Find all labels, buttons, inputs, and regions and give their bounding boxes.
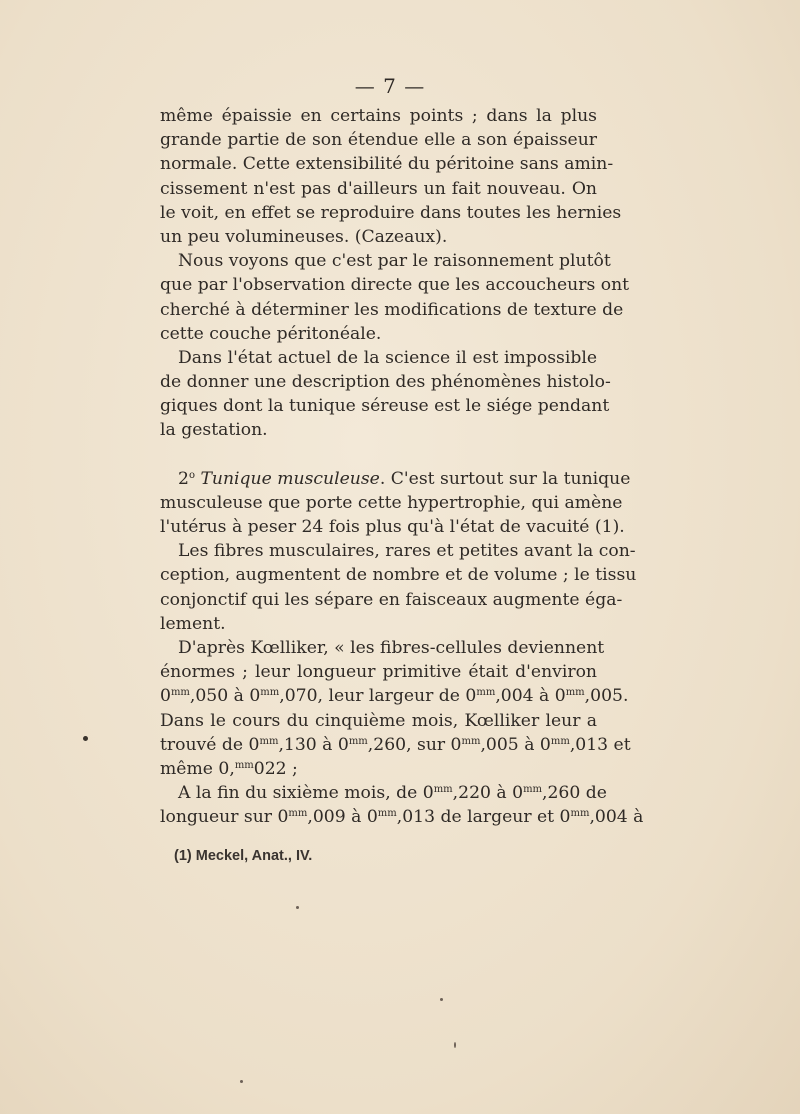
text-line: musculeuse que porte cette hypertrophie, qui amène <box>160 492 623 513</box>
text-line: l'utérus à peser 24 fois plus qu'à l'état de vacuité (1). <box>160 517 625 537</box>
paper-speck <box>440 998 443 1001</box>
text-line: grande partie de son étendue elle a son épaisseur <box>160 130 597 151</box>
text-line: cissement n'est pas d'ailleurs un fait nouveau. On <box>160 178 597 199</box>
paper-speck <box>296 906 299 909</box>
text-line: même 0,$^{mm}$022 ; <box>160 758 298 779</box>
text-line: Les fibres musculaires, rares et petites avant la con- <box>178 541 636 562</box>
text-line: D'après Kœlliker, « les fibres-cellules deviennent <box>178 637 605 658</box>
text-line: un peu volumineuses. (Cazeaux). <box>160 226 448 247</box>
text-line: lement. <box>160 613 226 634</box>
text-line: Nous voyons que c'est par le raisonnement plutôt <box>178 251 611 272</box>
text-line: trouvé de $0^{mm},130$ à $0^{mm},260$, sur $0^{mm},005$ à $0^{mm},013$ et <box>160 734 631 755</box>
text-line: cette couche péritonéale. <box>160 323 382 344</box>
text-line: giques dont la tunique séreuse est le siége pendant <box>160 396 610 417</box>
paper-speck <box>83 736 88 741</box>
text-line: Dans l'état actuel de la science il est impossible <box>178 347 597 368</box>
text-line: 2$^o$ Tunique musculeuse. C'est surtout sur la tunique <box>178 468 631 489</box>
text-line: la gestation. <box>160 420 268 441</box>
text-line: énormes ; leur longueur primitive était d'environ <box>160 662 597 683</box>
paper-speck <box>454 1042 456 1048</box>
text-line: le voit, en effet se reproduire dans toutes les hernies <box>160 202 622 223</box>
text-line: normale. Cette extensibilité du péritoine sans amin- <box>160 154 614 175</box>
footnote: (1) Meckel, Anat., IV. <box>174 848 313 864</box>
text-line: longueur sur $0^{mm},009$ à $0^{mm},013$ de largeur et $0^{mm},004$ à <box>160 807 644 828</box>
text-line: cherché à déterminer les modifications de texture de <box>160 299 624 320</box>
text-line: même épaissie en certains points ; dans la plus <box>160 106 597 126</box>
text-line: de donner une description des phénomènes histolo- <box>160 372 611 393</box>
body-text <box>160 104 644 829</box>
paper-speck <box>240 1080 243 1083</box>
text-line: Dans le cours du cinquième mois, Kœlliker leur a <box>160 710 597 731</box>
text-line: que par l'observation directe que les accoucheurs ont <box>160 275 630 296</box>
paragraph-gap <box>160 443 597 467</box>
text-line: conjonctif qui les sépare en faisceaux augmente éga- <box>160 589 623 610</box>
text-line: $0^{mm},050$ à $0^{mm},070$, leur largeur de $0^{mm},004$ à $0^{mm},005$. <box>160 686 629 707</box>
text-line: A la fin du sixième mois, de $0^{mm},220$ à $0^{mm},260$ de <box>178 783 607 804</box>
page-number: — 7 — <box>354 74 426 98</box>
text-line: ception, augmentent de nombre et de volume ; le tissu <box>160 565 637 586</box>
